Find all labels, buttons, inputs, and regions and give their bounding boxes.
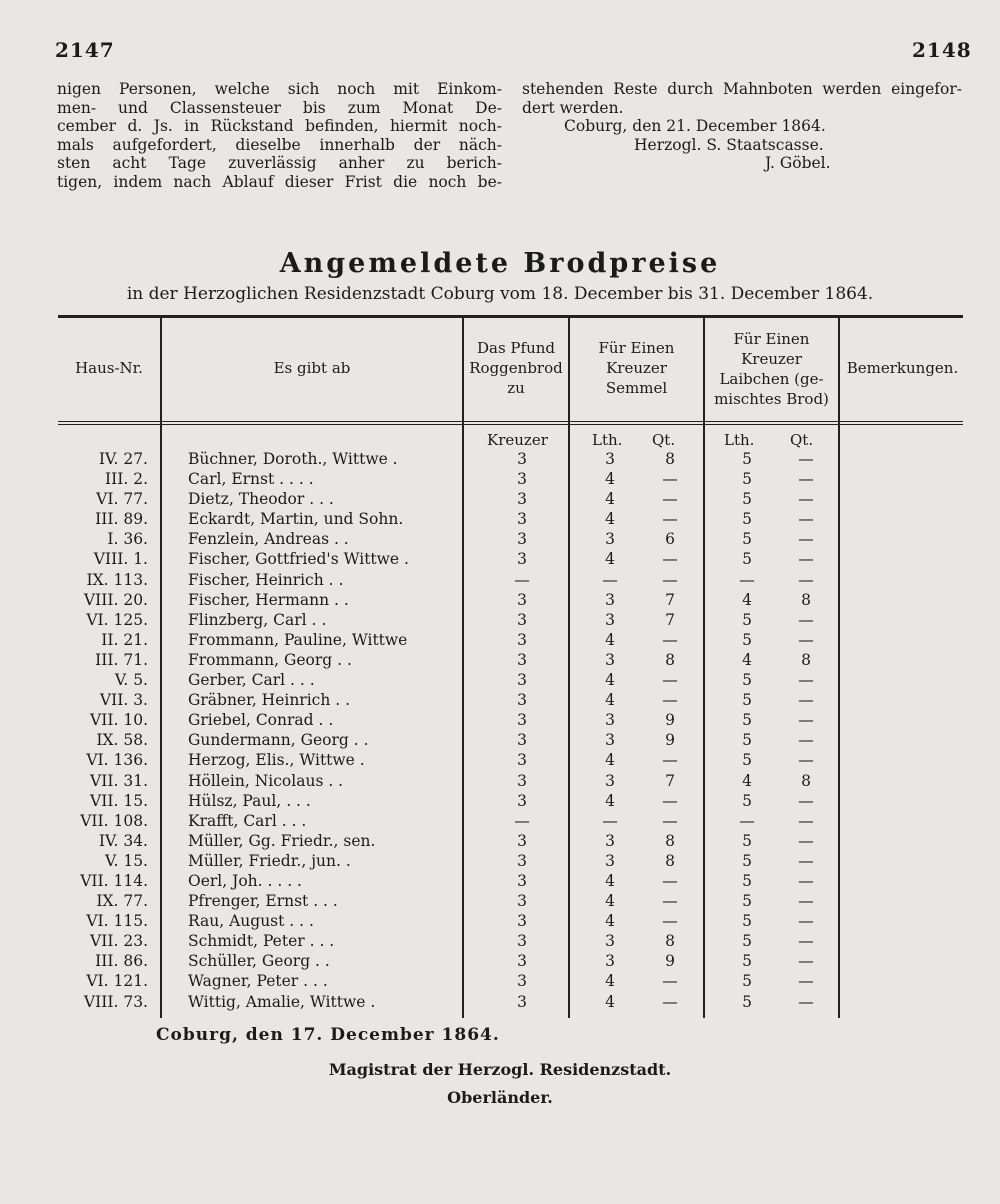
table-cell: 3 <box>517 490 527 509</box>
table-cell: 5 <box>742 691 752 710</box>
header-line: mischtes Brod) <box>714 390 829 408</box>
table-cell: Oerl, Joh. . . . . <box>188 871 302 890</box>
table-cell: — <box>662 550 678 569</box>
table-cell: 5 <box>742 711 752 730</box>
table-cell: VI. 121. <box>86 972 148 991</box>
table-cell: — <box>798 811 814 830</box>
text-line: Herzogl. S. Staatscasse. <box>634 135 824 154</box>
table-cell: IX. 113. <box>86 570 148 589</box>
table-cell: 3 <box>605 771 615 790</box>
table-cell: 7 <box>665 590 675 609</box>
table-cell: III. 89. <box>95 510 148 529</box>
table-cell: — <box>798 791 814 810</box>
table-cell: — <box>798 912 814 931</box>
table-cell: 3 <box>605 831 615 850</box>
table-cell: 4 <box>605 490 615 509</box>
header-line: Semmel <box>605 379 668 397</box>
table-cell: Müller, Friedr., jun. . <box>188 851 351 870</box>
table-cell: — <box>798 892 814 911</box>
table-cell: Gräbner, Heinrich . . <box>188 691 351 710</box>
laibchen-quent-column <box>780 449 832 1012</box>
table-cell: 4 <box>605 550 615 569</box>
text-line: sten acht Tage zuverlässig anher zu berich- <box>57 154 502 172</box>
column-divider <box>568 318 570 1018</box>
table-cell: — <box>602 811 618 830</box>
table-cell: 3 <box>517 791 527 810</box>
table-cell: 3 <box>605 731 615 750</box>
table-cell: 4 <box>605 671 615 690</box>
table-cell: 3 <box>517 671 527 690</box>
right-column-text <box>522 80 962 173</box>
table-cell: — <box>798 470 814 489</box>
table-cell: 8 <box>665 851 675 870</box>
table-cell: — <box>798 630 814 649</box>
table-cell: 4 <box>742 650 752 669</box>
table-cell: 4 <box>605 751 615 770</box>
semmel-quent-column <box>636 449 704 1012</box>
table-cell: — <box>798 490 814 509</box>
table-cell: 8 <box>665 932 675 951</box>
table-cell: — <box>662 630 678 649</box>
table-cell: — <box>662 691 678 710</box>
text-line: J. Göbel. <box>765 154 831 172</box>
table-cell: — <box>662 570 678 589</box>
table-cell: — <box>798 952 814 971</box>
table-cell: 5 <box>742 530 752 549</box>
text-line: stehenden Reste durch Mahnboten werden eingefor- <box>522 80 962 98</box>
header-line: Für Einen <box>733 330 810 348</box>
table-cell: III. 2. <box>104 470 148 489</box>
column-divider <box>462 318 464 1018</box>
table-cell: 5 <box>742 470 752 489</box>
table-cell: III. 86. <box>95 952 148 971</box>
table-cell: IV. 34. <box>98 831 148 850</box>
table-cell: — <box>798 510 814 529</box>
table-cell: VI. 136. <box>86 751 148 770</box>
table-cell: Frommann, Pauline, Wittwe <box>188 630 408 649</box>
table-cell: Flinzberg, Carl . . <box>188 610 327 629</box>
text-line: Coburg, den 21. December 1864. <box>564 117 826 135</box>
table-cell: Krafft, Carl . . . <box>188 811 307 830</box>
table-cell: 5 <box>742 791 752 810</box>
table-cell: 3 <box>517 892 527 911</box>
table-cell: — <box>662 871 678 890</box>
table-cell: 8 <box>801 590 811 609</box>
table-cell: 3 <box>517 691 527 710</box>
table-cell: V. 5. <box>114 671 148 690</box>
table-cell: Carl, Ernst . . . . <box>188 470 314 489</box>
table-cell: — <box>739 811 755 830</box>
table-cell: Frommann, Georg . . <box>188 650 352 669</box>
footer-signature: Oberländer. <box>447 1088 553 1107</box>
text-line: tigen, indem nach Ablauf dieser Frist die noch be- <box>57 172 502 191</box>
table-cell: 3 <box>517 590 527 609</box>
unit-loth: Lth. <box>724 431 755 449</box>
text-line: dert werden. <box>522 98 624 117</box>
table-cell: Hülsz, Paul, . . . <box>188 791 311 810</box>
table-cell: Büchner, Doroth., Wittwe . <box>188 450 398 468</box>
table-cell: — <box>514 570 530 589</box>
table-cell: 3 <box>517 992 527 1011</box>
unit-kreuzer: Kreuzer <box>487 431 548 449</box>
header-roggenbrod <box>464 338 568 398</box>
table-cell: 8 <box>801 771 811 790</box>
table-cell: Gerber, Carl . . . <box>188 671 315 690</box>
table-subtitle: in der Herzoglichen Residenzstadt Coburg vom 18. December bis 31. December 1864. <box>126 284 874 304</box>
table-cell: Höllein, Nicolaus . . <box>188 771 344 790</box>
table-cell: Rau, August . . . <box>188 912 314 931</box>
table-cell: — <box>798 550 814 569</box>
table-cell: Gundermann, Georg . . <box>188 731 369 750</box>
table-cell: 5 <box>742 671 752 690</box>
table-cell: — <box>662 671 678 690</box>
table-cell: 5 <box>742 912 752 931</box>
table-cell: — <box>662 470 678 489</box>
header-laibchen <box>705 329 838 409</box>
baker-name-column <box>188 449 458 1012</box>
table-cell: — <box>798 992 814 1011</box>
table-cell: 3 <box>517 932 527 951</box>
header-house-number: Haus-Nr. <box>75 359 143 377</box>
column-divider <box>160 318 162 1018</box>
table-cell: 3 <box>517 650 527 669</box>
house-number-column <box>60 449 148 1012</box>
table-cell: — <box>798 691 814 710</box>
table-cell: 4 <box>742 590 752 609</box>
table-cell: 4 <box>605 691 615 710</box>
table-cell: VI. 115. <box>86 912 148 931</box>
table-cell: 4 <box>605 510 615 529</box>
header-line: Kreuzer <box>606 359 667 377</box>
table-cell: — <box>662 751 678 770</box>
table-cell: Fischer, Heinrich . . <box>188 570 344 589</box>
table-cell: Schüller, Georg . . <box>188 952 330 971</box>
table-cell: 9 <box>665 711 675 730</box>
table-cell: 3 <box>517 550 527 569</box>
table-cell: VIII. 73. <box>83 992 148 1011</box>
table-cell: VIII. 1. <box>93 550 148 569</box>
table-cell: 3 <box>517 630 527 649</box>
table-cell: 4 <box>605 972 615 991</box>
text-line: men- und Classensteuer bis zum Monat De- <box>57 98 502 117</box>
semmel-loth-column <box>590 449 630 1012</box>
table-cell: 5 <box>742 871 752 890</box>
table-cell: 3 <box>517 510 527 529</box>
table-cell: 5 <box>742 831 752 850</box>
table-cell: Fischer, Hermann . . <box>188 590 349 609</box>
table-cell: 9 <box>665 952 675 971</box>
table-cell: 3 <box>605 650 615 669</box>
header-rule <box>58 421 963 422</box>
table-cell: 6 <box>665 530 675 549</box>
table-cell: 5 <box>742 972 752 991</box>
table-cell: — <box>798 932 814 951</box>
table-cell: 4 <box>605 892 615 911</box>
unit-loth: Lth. <box>592 431 623 449</box>
table-cell: — <box>798 751 814 770</box>
table-cell: VI. 77. <box>96 490 148 509</box>
table-cell: 4 <box>605 791 615 810</box>
table-cell: VII. 15. <box>90 791 148 810</box>
table-cell: 5 <box>742 510 752 529</box>
table-cell: 3 <box>517 912 527 931</box>
table-cell: — <box>662 972 678 991</box>
table-cell: — <box>798 530 814 549</box>
table-cell: 5 <box>742 892 752 911</box>
table-cell: 4 <box>605 630 615 649</box>
text-line: cember d. Js. in Rückstand befinden, hiermit noch- <box>57 117 502 135</box>
table-cell: VI. 125. <box>86 610 148 629</box>
table-title: Angemeldete Brodpreise <box>279 248 721 279</box>
table-cell: 3 <box>517 450 527 468</box>
table-cell: 4 <box>742 771 752 790</box>
header-name: Es gibt ab <box>273 359 351 377</box>
header-rule-double <box>58 424 963 425</box>
table-cell: IV. 27. <box>98 450 148 468</box>
table-top-rule <box>58 315 963 318</box>
table-cell: — <box>662 791 678 810</box>
table-cell: 5 <box>742 992 752 1011</box>
header-line: Roggenbrod <box>469 359 563 377</box>
table-cell: 5 <box>742 932 752 951</box>
table-cell: 5 <box>742 550 752 569</box>
table-cell: — <box>662 892 678 911</box>
text-line: nigen Personen, welche sich noch mit Einkom- <box>57 80 502 98</box>
roggenbrod-price-column <box>492 449 552 1012</box>
unit-quent: Qt. <box>790 431 814 449</box>
table-cell: 5 <box>742 490 752 509</box>
header-line: Das Pfund <box>476 339 555 357</box>
table-cell: 3 <box>517 771 527 790</box>
table-cell: 5 <box>742 851 752 870</box>
table-cell: Herzog, Elis., Wittwe . <box>188 751 365 770</box>
table-cell: — <box>798 972 814 991</box>
table-cell: 9 <box>665 731 675 750</box>
table-cell: — <box>798 450 814 468</box>
laibchen-loth-column <box>722 449 772 1012</box>
text-line: mals aufgefordert, dieselbe innerhalb der näch- <box>57 135 502 154</box>
table-cell: 4 <box>605 992 615 1011</box>
table-cell: 4 <box>605 470 615 489</box>
table-cell: IX. 58. <box>96 731 148 750</box>
table-cell: Dietz, Theodor . . . <box>188 490 334 509</box>
table-cell: Fenzlein, Andreas . . <box>188 530 349 549</box>
table-cell: 8 <box>801 650 811 669</box>
table-cell: I. 36. <box>107 530 148 549</box>
table-cell: 3 <box>517 470 527 489</box>
header-line: Kreuzer <box>741 350 802 368</box>
table-cell: VII. 108. <box>80 811 148 830</box>
table-cell: 8 <box>665 450 675 468</box>
table-cell: 5 <box>742 610 752 629</box>
table-cell: 7 <box>665 610 675 629</box>
table-cell: V. 15. <box>105 851 148 870</box>
table-cell: Wagner, Peter . . . <box>188 972 328 991</box>
table-cell: 3 <box>605 952 615 971</box>
table-cell: 3 <box>517 610 527 629</box>
table-cell: 3 <box>517 851 527 870</box>
table-cell: VII. 114. <box>80 871 148 890</box>
table-cell: 5 <box>742 731 752 750</box>
table-cell: — <box>662 490 678 509</box>
table-cell: 3 <box>605 530 615 549</box>
table-cell: Eckardt, Martin, und Sohn. <box>188 510 404 529</box>
table-cell: — <box>798 831 814 850</box>
table-cell: — <box>798 570 814 589</box>
table-cell: Müller, Gg. Friedr., sen. <box>188 831 376 850</box>
table-cell: 3 <box>517 751 527 770</box>
table-cell: 3 <box>605 851 615 870</box>
header-remarks: Bemerkungen. <box>846 359 959 377</box>
table-cell: — <box>662 992 678 1011</box>
table-cell: 3 <box>605 610 615 629</box>
table-cell: 3 <box>605 932 615 951</box>
table-cell: VII. 10. <box>90 711 148 730</box>
table-cell: — <box>798 671 814 690</box>
table-cell: — <box>662 811 678 830</box>
table-cell: — <box>798 731 814 750</box>
table-cell: VII. 31. <box>90 771 148 790</box>
header-line: Laibchen (ge- <box>719 370 824 388</box>
table-cell: 3 <box>605 450 615 468</box>
table-cell: 7 <box>665 771 675 790</box>
page-number-left: 2147 <box>55 38 115 62</box>
table-cell: VII. 23. <box>90 932 148 951</box>
table-cell: 3 <box>517 831 527 850</box>
header-line: zu <box>507 379 525 397</box>
header-line: Für Einen <box>598 339 675 357</box>
table-cell: Pfrenger, Ernst . . . <box>188 892 338 911</box>
table-cell: III. 71. <box>95 650 148 669</box>
table-cell: II. 21. <box>101 630 148 649</box>
table-cell: — <box>739 570 755 589</box>
table-cell: Wittig, Amalie, Wittwe . <box>188 992 376 1011</box>
table-cell: 5 <box>742 450 752 468</box>
table-cell: 3 <box>517 972 527 991</box>
table-cell: — <box>514 811 530 830</box>
table-cell: — <box>798 711 814 730</box>
footer-place-date: Coburg, den 17. December 1864. <box>156 1025 500 1045</box>
table-cell: 5 <box>742 751 752 770</box>
table-cell: 3 <box>517 711 527 730</box>
footer-authority: Magistrat der Herzogl. Residenzstadt. <box>328 1060 672 1079</box>
table-cell: Schmidt, Peter . . . <box>188 932 335 951</box>
table-cell: 4 <box>605 912 615 931</box>
table-cell: — <box>798 610 814 629</box>
table-cell: 8 <box>665 650 675 669</box>
table-cell: VII. 3. <box>99 691 148 710</box>
table-cell: — <box>798 851 814 870</box>
table-cell: — <box>798 871 814 890</box>
table-cell: 3 <box>517 871 527 890</box>
table-cell: Fischer, Gottfried's Wittwe . <box>188 550 409 569</box>
left-column-text <box>57 80 502 191</box>
table-cell: 4 <box>605 871 615 890</box>
page-number-right: 2148 <box>912 38 972 62</box>
table-cell: 3 <box>605 590 615 609</box>
table-cell: — <box>602 570 618 589</box>
column-divider <box>838 318 840 1018</box>
table-cell: 8 <box>665 831 675 850</box>
table-cell: — <box>662 912 678 931</box>
table-cell: 3 <box>517 731 527 750</box>
table-cell: 3 <box>605 711 615 730</box>
table-cell: 5 <box>742 952 752 971</box>
table-cell: Griebel, Conrad . . <box>188 711 334 730</box>
table-cell: 5 <box>742 630 752 649</box>
table-cell: 3 <box>517 530 527 549</box>
table-cell: VIII. 20. <box>83 590 148 609</box>
table-cell: — <box>662 510 678 529</box>
table-cell: 3 <box>517 952 527 971</box>
table-cell: IX. 77. <box>96 892 148 911</box>
unit-quent: Qt. <box>652 431 676 449</box>
header-semmel <box>570 338 703 398</box>
